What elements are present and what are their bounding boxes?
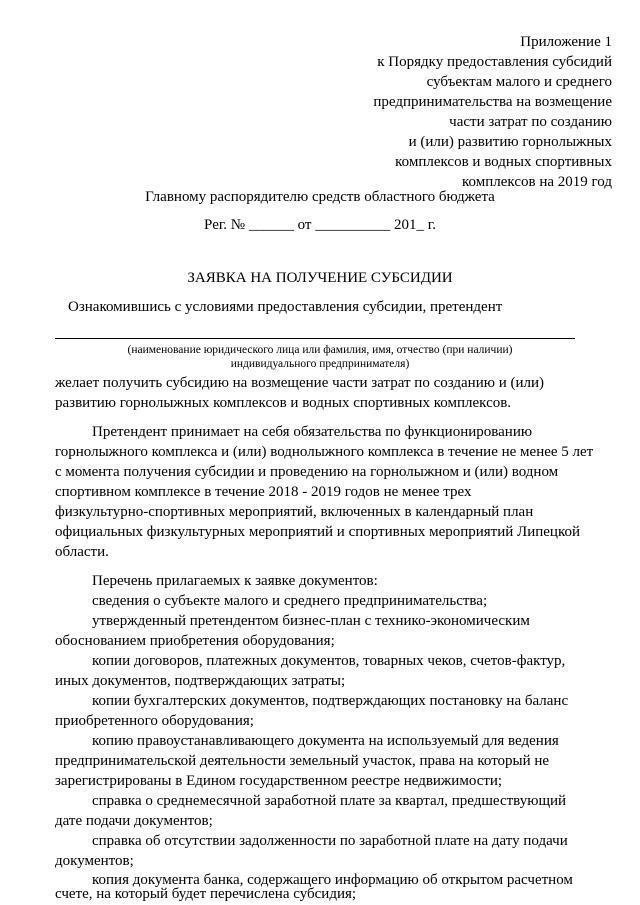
appendix-label: Приложение 1 [520, 34, 612, 50]
blank-caption: индивидуального предпринимателя) [230, 358, 410, 370]
paragraph-line: развитию горнолыжных комплексов и водных спортивных комплексов. [55, 395, 512, 411]
header-line: предпринимательства на возмещение [373, 94, 612, 110]
registration-line: Рег. № ______ от __________ 201_ г. [204, 217, 436, 233]
doc-item: приобретенного оборудования; [55, 713, 254, 729]
doc-item: сведения о субъекте малого и среднего предпринимательства; [92, 593, 488, 609]
paragraph-line: спортивном комплексе в течение 2018 - 2019 годов не менее трех [55, 484, 472, 500]
doc-item: копии договоров, платежных документов, товарных чеков, счетов-фактур, [92, 653, 566, 669]
addressee: Главному распорядителю средств областного бюджета [145, 189, 495, 205]
doc-item: справка об отсутствии задолженности по заработной плате на дату подачи [92, 833, 568, 849]
intro-text: Ознакомившись с условиями предоставления субсидии, претендент [68, 299, 503, 315]
doc-item: документов; [55, 853, 134, 869]
doc-item: обоснованием приобретения оборудования; [55, 633, 335, 649]
doc-item: счете, на который будет перечислена субсидия; [55, 886, 357, 902]
docs-heading: Перечень прилагаемых к заявке документов: [92, 573, 378, 589]
paragraph-line: физкультурно-спортивных мероприятий, включенных в календарный план [55, 504, 534, 520]
paragraph-line: горнолыжного комплекса и (или) воднолыжного комплекса в течение не менее 5 лет [55, 444, 594, 460]
doc-item: дате подачи документов; [55, 813, 213, 829]
paragraph-line: официальных физкультурных мероприятий и спортивных мероприятий Липецкой [55, 524, 581, 540]
header-line: комплексов на 2019 год [462, 174, 612, 190]
header-line: части затрат по созданию [449, 114, 612, 130]
paragraph-line: с момента получения субсидии и проведению на горнолыжном и (или) водном [55, 464, 559, 480]
doc-item: копию правоустанавливающего документа на используемый для ведения [92, 733, 559, 749]
doc-item: зарегистрированы в Едином государственном реестре недвижимости; [55, 773, 503, 789]
doc-item: утвержденный претендентом бизнес-план с технико-экономическим [92, 613, 530, 629]
doc-item: справка о среднемесячной заработной плате за квартал, предшествующий [92, 793, 567, 809]
header-line: комплексов и водных спортивных [395, 154, 612, 170]
header-line: к Порядку предоставления субсидий [377, 54, 612, 70]
paragraph-line: Претендент принимает на себя обязательства по функционированию [92, 424, 533, 440]
document-title: ЗАЯВКА НА ПОЛУЧЕНИЕ СУБСИДИИ [187, 270, 453, 286]
header-line: субъектам малого и среднего [426, 74, 612, 90]
paragraph-line: области. [55, 544, 109, 560]
doc-item: иных документов, подтверждающих затраты; [55, 673, 346, 689]
header-line: и (или) развитию горнолыжных [408, 134, 612, 150]
paragraph-line: желает получить субсидию на возмещение части затрат по созданию и (или) [55, 375, 545, 391]
applicant-name-blank [55, 338, 575, 339]
doc-item: предпринимательской деятельности земельный участок, права на который не [55, 753, 550, 769]
doc-item: копии бухгалтерских документов, подтверждающих постановку на баланс [92, 693, 569, 709]
blank-caption: (наименование юридического лица или фамилия, имя, отчество (при наличии) [127, 344, 513, 356]
doc-item: копия документа банка, содержащего информацию об открытом расчетном [92, 872, 573, 888]
